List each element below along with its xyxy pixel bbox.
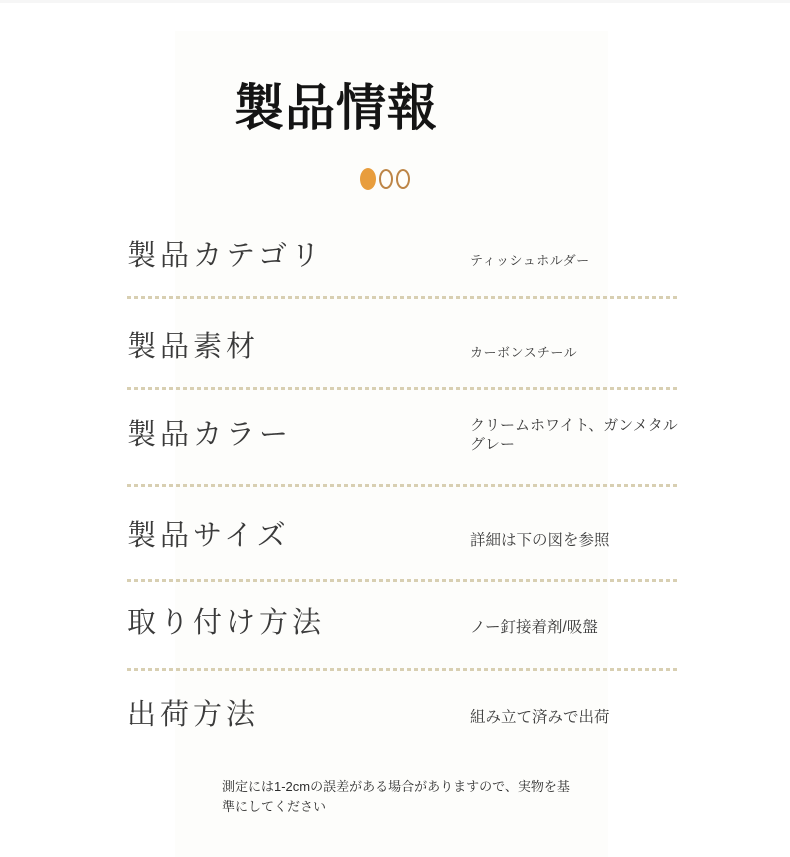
- decorative-dots: [360, 168, 410, 190]
- spec-label-color: 製品カラー: [127, 419, 293, 451]
- spec-value-color: クリームホワイト、ガンメタルグレー: [470, 417, 678, 453]
- top-divider: [0, 0, 790, 3]
- dashed-divider: [127, 668, 678, 671]
- dashed-divider: [127, 296, 678, 299]
- spec-value-installation: ノー釘接着剤/吸盤: [470, 619, 598, 636]
- spec-label-category: 製品カテゴリ: [127, 240, 324, 272]
- spec-label-shipping: 出荷方法: [127, 699, 260, 731]
- spec-label-material: 製品素材: [127, 331, 260, 363]
- dashed-divider: [127, 387, 678, 390]
- spec-value-size: 詳細は下の図を参照: [470, 532, 610, 549]
- dot-outline-icon: [379, 169, 393, 189]
- spec-value-shipping: 組み立て済みで出荷: [470, 709, 610, 726]
- dashed-divider: [127, 484, 678, 487]
- spec-label-installation: 取り付け方法: [127, 607, 326, 639]
- dot-filled-icon: [360, 168, 376, 190]
- dot-outline-icon: [396, 169, 410, 189]
- spec-value-category: ティッシュホルダー: [470, 253, 590, 268]
- page-title: 製品情報: [234, 80, 438, 136]
- spec-label-size: 製品サイズ: [127, 520, 290, 552]
- measurement-disclaimer: 測定には1-2cmの誤差がある場合がありますので、実物を基準にしてください: [222, 779, 570, 814]
- dashed-divider: [127, 579, 678, 582]
- spec-value-material: カーボンスチール: [470, 345, 578, 360]
